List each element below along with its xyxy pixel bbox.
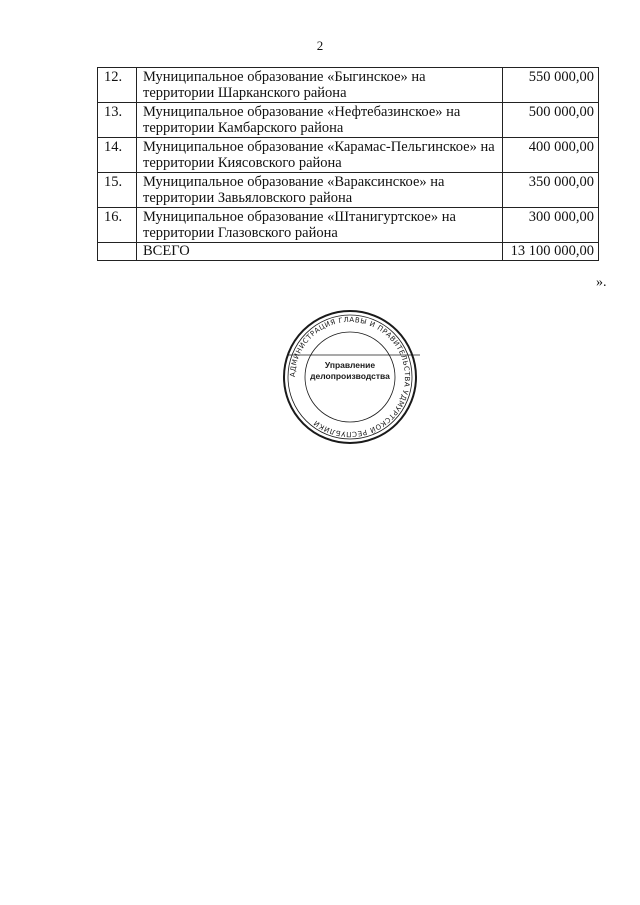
row-number: 13. [98,103,137,138]
municipality-name: Муниципальное образование «Штанигуртское» на территории Глазовского района [137,208,503,243]
amount: 550 000,00 [503,68,599,103]
seal-center-line2: делопроизводства [310,371,390,381]
table-row [98,68,599,103]
page-number: 2 [316,38,324,53]
row-number: 15. [98,173,137,208]
municipality-name: Муниципальное образование «Вараксинское» на территории Завьяловского района [137,173,503,208]
amount: 400 000,00 [503,138,599,173]
closing-quote-mark: ». [596,275,607,290]
amount: 300 000,00 [503,208,599,243]
seal-ring-text: АДМИНИСТРАЦИЯ ГЛАВЫ И ПРАВИТЕЛЬСТВА УДМУРТСКОЙ РЕСПУБЛИКИ [288,315,412,439]
total-row [98,243,599,261]
row-number: 12. [98,68,137,103]
total-amount: 13 100 000,00 [503,243,599,261]
municipality-name: Муниципальное образование «Быгинское» на территории Шарканского района [137,68,503,103]
municipality-name: Муниципальное образование «Карамас-Пельгинское» на территории Киясовского района [137,138,503,173]
amount: 350 000,00 [503,173,599,208]
total-empty-cell [98,243,137,261]
table-row [98,173,599,208]
table-row [98,103,599,138]
row-number: 14. [98,138,137,173]
seal-center-line1: Управление [324,360,376,370]
table-row [98,138,599,173]
official-seal [280,307,420,447]
row-number: 16. [98,208,137,243]
total-label: ВСЕГО [137,243,503,261]
allocation-table [97,67,599,261]
municipality-name: Муниципальное образование «Нефтебазинское» на территории Камбарского района [137,103,503,138]
amount: 500 000,00 [503,103,599,138]
table-row [98,208,599,243]
